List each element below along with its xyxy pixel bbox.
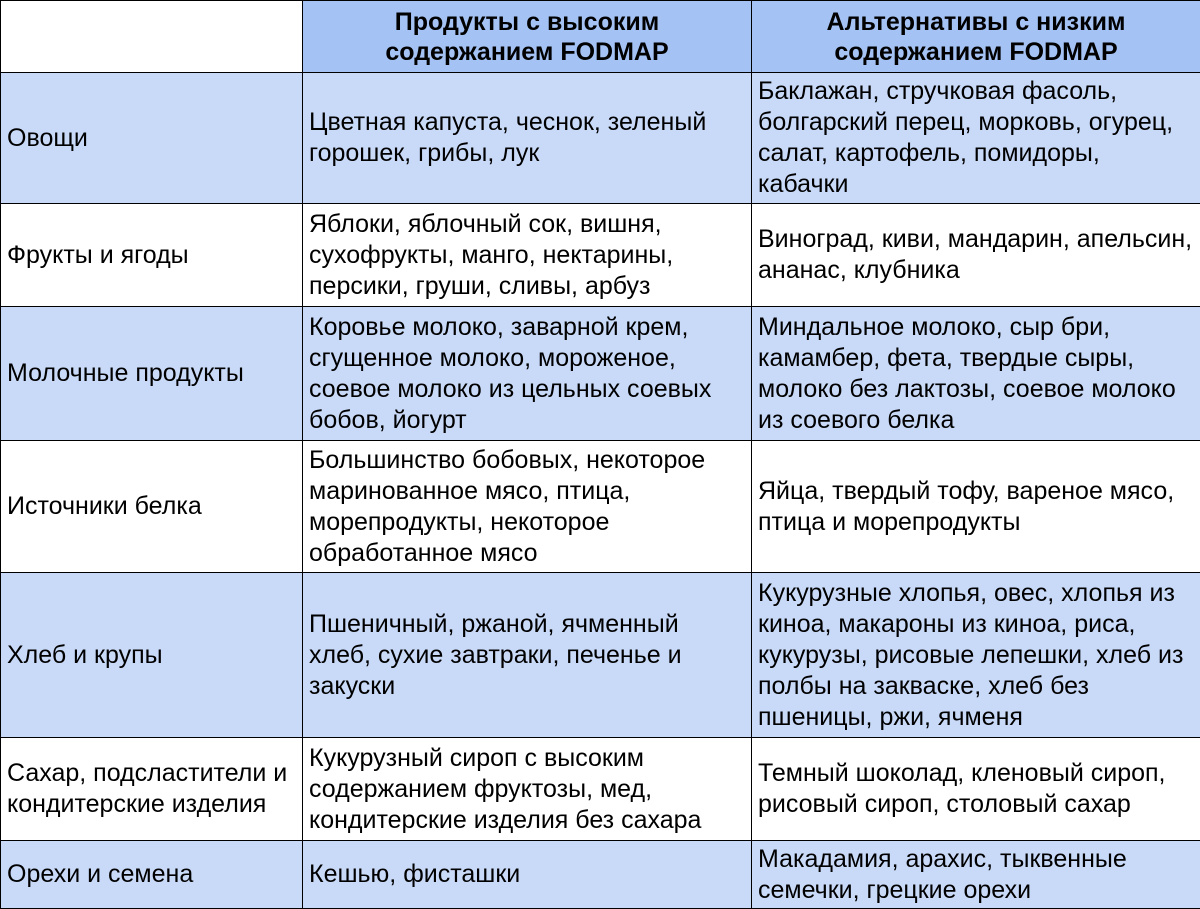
low-fodmap-cell: Виноград, киви, мандарин, апельсин, ананас, клубника (752, 204, 1200, 307)
header-corner-cell (1, 1, 303, 73)
high-fodmap-cell: Большинство бобовых, некоторое маринованное мясо, птица, морепродукты, некоторое обработанное мясо (303, 441, 752, 573)
high-fodmap-cell: Яблоки, яблочный сок, вишня, сухофрукты, манго, нектарины, персики, груши, сливы, арбуз (303, 204, 752, 307)
table-row (1, 573, 1200, 738)
table-row (1, 441, 1200, 573)
category-cell: Овощи (1, 73, 303, 204)
high-fodmap-cell: Цветная капуста, чеснок, зеленый горошек, грибы, лук (303, 73, 752, 204)
low-fodmap-cell: Кукурузные хлопья, овес, хлопья из киноа, макароны из киноа, риса, кукурузы, рисовые лепешки, хлеб из полбы на закваске, хлеб без пшеницы, ржи, ячменя (752, 573, 1200, 738)
table-row (1, 738, 1200, 841)
category-cell: Хлеб и крупы (1, 573, 303, 738)
header-low-fodmap: Альтернативы с низким содержанием FODMAP (752, 1, 1200, 73)
category-cell: Фрукты и ягоды (1, 204, 303, 307)
low-fodmap-cell: Макадамия, арахис, тыквенные семечки, грецкие орехи (752, 841, 1200, 909)
low-fodmap-cell: Баклажан, стручковая фасоль, болгарский перец, морковь, огурец, салат, картофель, помидоры, кабачки (752, 73, 1200, 204)
category-cell: Орехи и семена (1, 841, 303, 909)
category-cell: Источники белка (1, 441, 303, 573)
low-fodmap-cell: Яйца, твердый тофу, вареное мясо, птица и морепродукты (752, 441, 1200, 573)
high-fodmap-cell: Коровье молоко, заварной крем, сгущенное молоко, мороженое, соевое молоко из цельных соевых бобов, йогурт (303, 307, 752, 441)
category-cell: Молочные продукты (1, 307, 303, 441)
high-fodmap-cell: Кешью, фисташки (303, 841, 752, 909)
header-row (1, 1, 1200, 73)
low-fodmap-cell: Миндальное молоко, сыр бри, камамбер, фета, твердые сыры, молоко без лактозы, соевое молоко из соевого белка (752, 307, 1200, 441)
high-fodmap-cell: Кукурузный сироп с высоким содержанием фруктозы, мед, кондитерские изделия без сахара (303, 738, 752, 841)
table-row (1, 841, 1200, 909)
table-row (1, 73, 1200, 204)
table-row (1, 307, 1200, 441)
category-cell: Сахар, подсластители и кондитерские изделия (1, 738, 303, 841)
header-high-fodmap: Продукты с высоким содержанием FODMAP (303, 1, 752, 73)
table-row (1, 204, 1200, 307)
high-fodmap-cell: Пшеничный, ржаной, ячменный хлеб, сухие завтраки, печенье и закуски (303, 573, 752, 738)
low-fodmap-cell: Темный шоколад, кленовый сироп, рисовый сироп, столовый сахар (752, 738, 1200, 841)
